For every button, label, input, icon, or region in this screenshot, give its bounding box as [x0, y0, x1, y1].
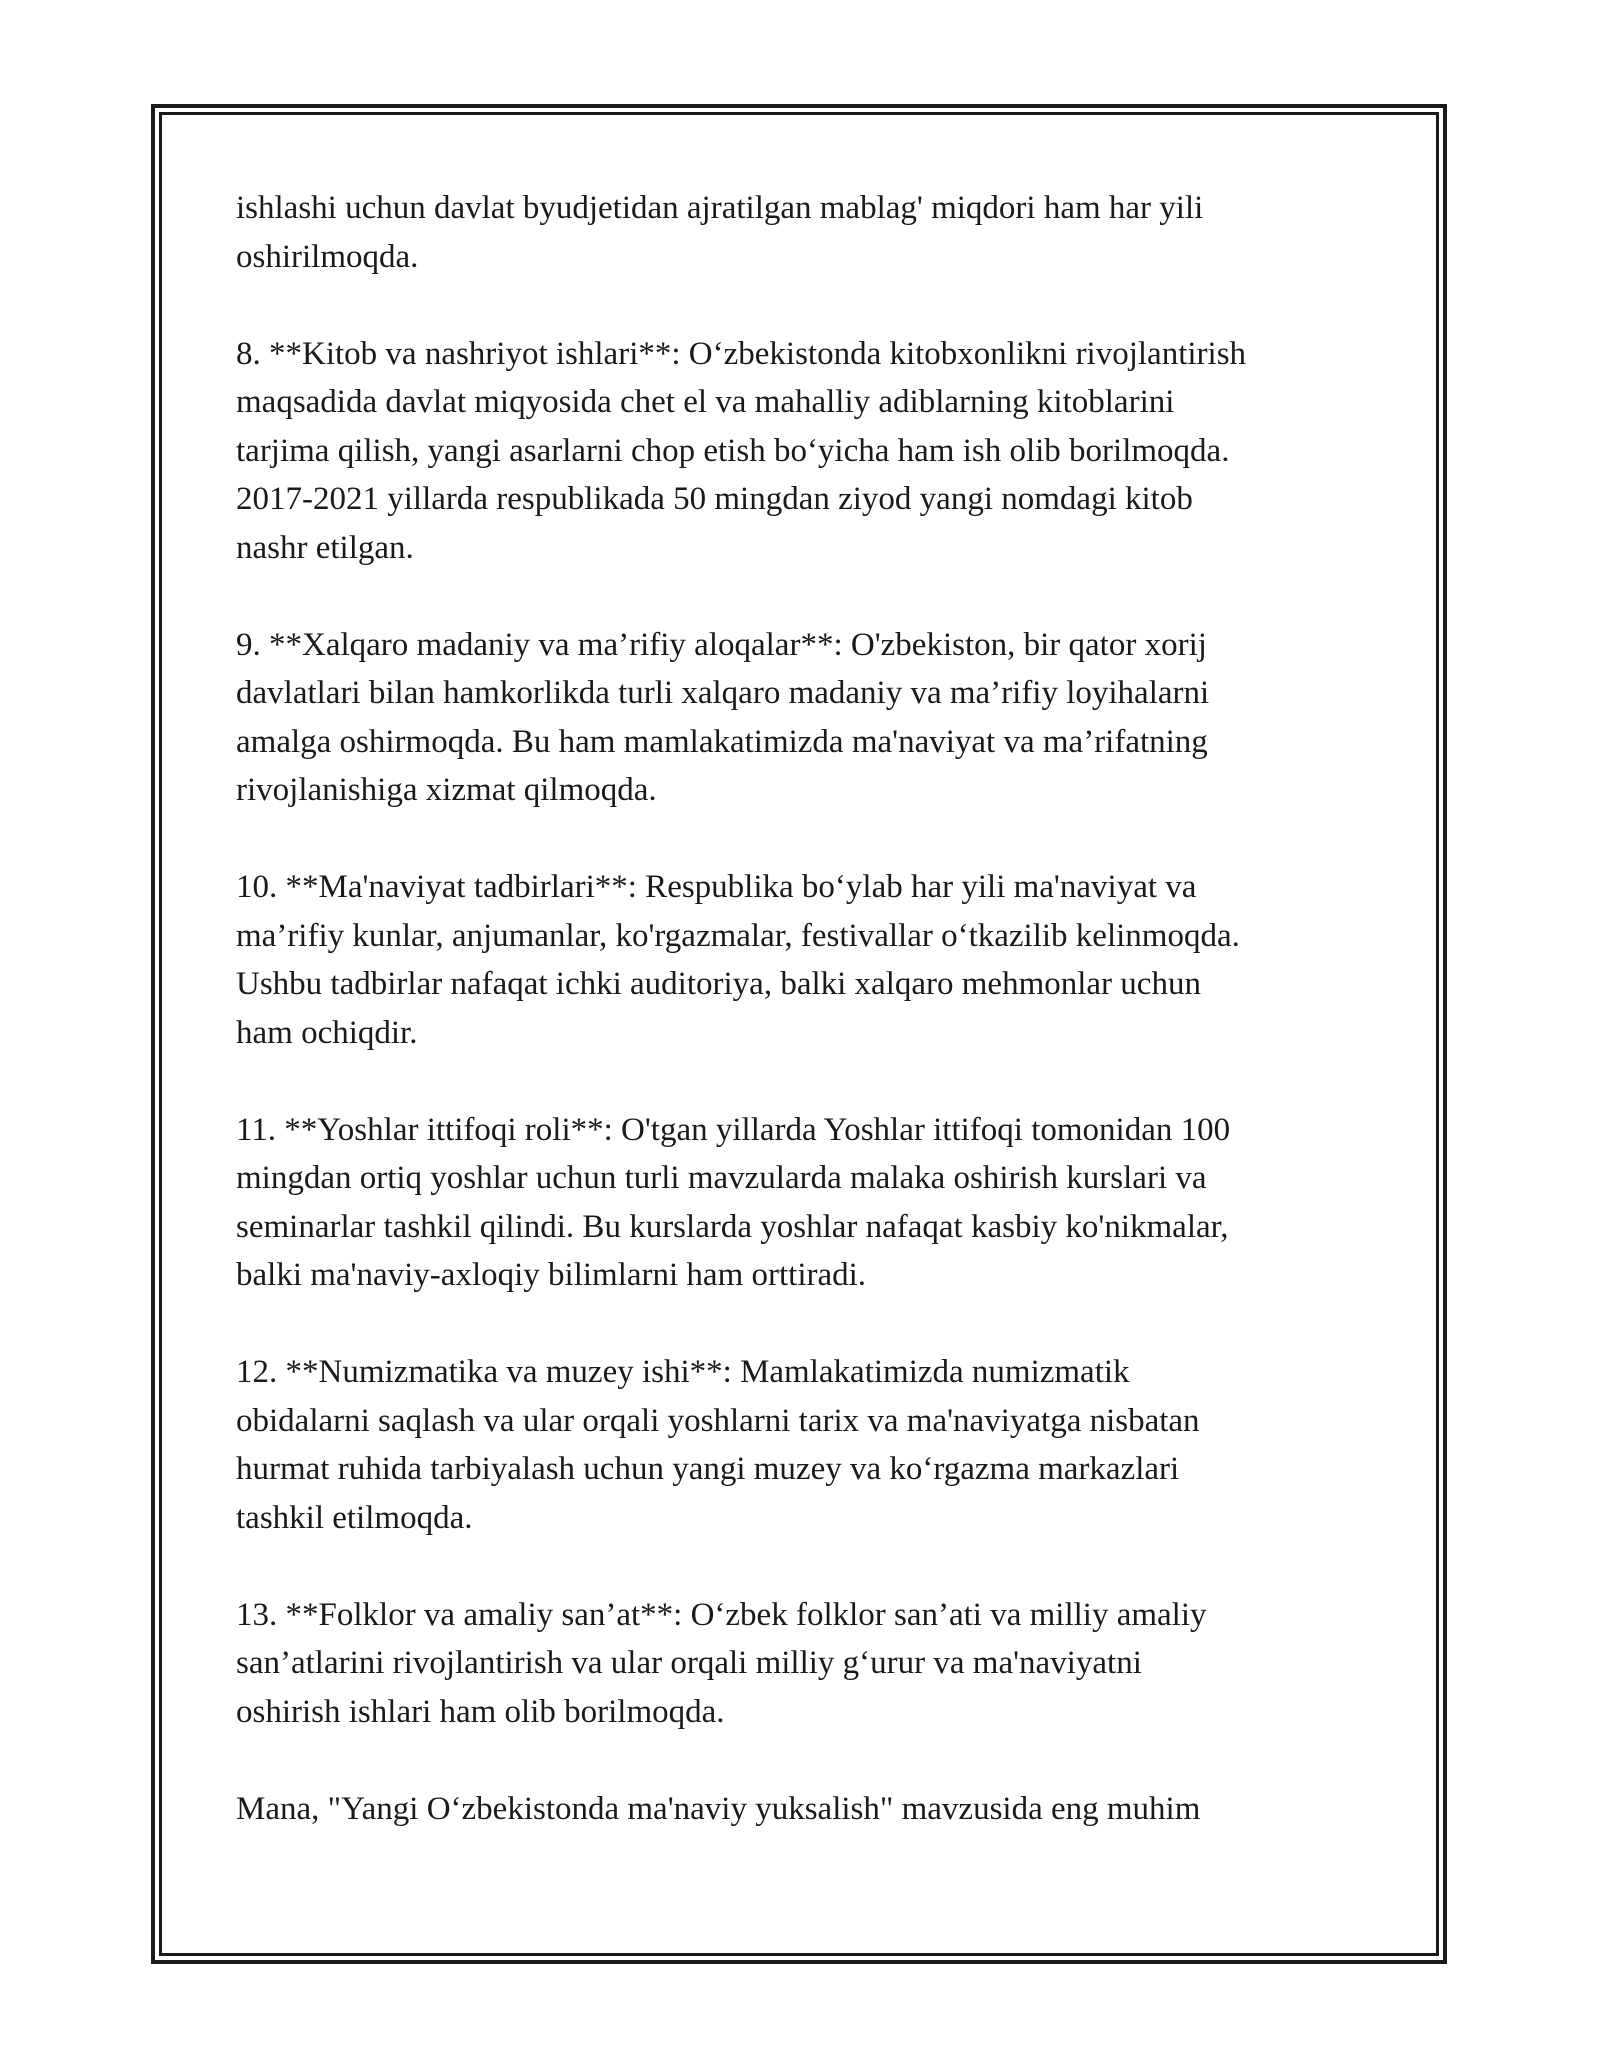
paragraph-item-12 — [236, 1348, 1376, 1542]
paragraph-intro-continuation — [236, 184, 1376, 281]
text-line: 12. **Numizmatika va muzey ishi**: Mamlakatimizda numizmatik — [236, 1354, 1130, 1390]
paragraph-item-10 — [236, 863, 1376, 1057]
text-line: oshirilmoqda. — [236, 238, 419, 275]
text-line: 13. **Folklor va amaliy san’at**: O‘zbek folklor san’ati va milliy amaliy — [236, 1596, 1207, 1633]
text-line: maqsadida davlat miqyosida chet el va mahalliy adiblarning kitoblarini — [236, 384, 1175, 420]
paragraph-item-8 — [236, 330, 1376, 573]
text-line: 10. **Ma'naviyat tadbirlari**: Respublika bo‘ylab har yili ma'naviyat va — [236, 869, 1197, 905]
text-line: nashr etilgan. — [236, 529, 414, 566]
paragraph-item-9 — [236, 621, 1376, 815]
text-line: Ushbu tadbirlar nafaqat ichki auditoriya, balki xalqaro mehmonlar uchun — [236, 966, 1201, 1002]
text-line: obidalarni saqlash va ular orqali yoshlarni tarix va ma'naviyatga nisbatan — [236, 1402, 1200, 1439]
text-line: 9. **Xalqaro madaniy va ma’rifiy aloqalar**: O'zbekiston, bir qator xorij — [236, 626, 1207, 663]
text-line: rivojlanishiga xizmat qilmoqda. — [236, 772, 657, 808]
text-line: tarjima qilish, yangi asarlarni chop etish bo‘yicha ham ish olib borilmoqda. — [236, 432, 1230, 469]
text-line: 2017-2021 yillarda respublikada 50 mingdan ziyod yangi nomdagi kitob — [236, 481, 1193, 517]
text-line: 8. **Kitob va nashriyot ishlari**: O‘zbekistonda kitobxonlikni rivojlantirish — [236, 335, 1247, 372]
text-line: oshirish ishlari ham olib borilmoqda. — [236, 1693, 725, 1730]
paragraph-item-13 — [236, 1591, 1376, 1737]
text-line: 11. **Yoshlar ittifoqi roli**: O'tgan yillarda Yoshlar ittifoqi tomonidan 100 — [236, 1111, 1231, 1148]
text-line: ham ochiqdir. — [236, 1014, 418, 1051]
text-line: davlatlari bilan hamkorlikda turli xalqaro madaniy va ma’rifiy loyihalarni — [236, 675, 1210, 711]
paragraph-item-11 — [236, 1106, 1376, 1300]
text-line: ishlashi uchun davlat byudjetidan ajratilgan mablag' miqdori ham har yili — [236, 190, 1204, 226]
text-line: tashkil etilmoqda. — [236, 1499, 473, 1536]
paragraph-conclusion — [236, 1785, 1376, 1834]
text-line: san’atlarini rivojlantirish va ular orqali milliy g‘urur va ma'naviyatni — [236, 1645, 1142, 1681]
text-line: Mana, "Yangi O‘zbekistonda ma'naviy yuksalish" mavzusida eng muhim — [236, 1790, 1201, 1827]
text-line: hurmat ruhida tarbiyalash uchun yangi muzey va ko‘rgazma markazlari — [236, 1451, 1180, 1487]
text-line: ma’rifiy kunlar, anjumanlar, ko'rgazmalar, festivallar o‘tkazilib kelinmoqda. — [236, 917, 1240, 954]
document-body — [236, 184, 1376, 1882]
text-line: seminarlar tashkil qilindi. Bu kurslarda yoshlar nafaqat kasbiy ko'nikmalar, — [236, 1208, 1229, 1245]
text-line: mingdan ortiq yoshlar uchun turli mavzularda malaka oshirish kurslari va — [236, 1160, 1207, 1196]
text-line: balki ma'naviy-axloqiy bilimlarni ham orttiradi. — [236, 1257, 867, 1293]
text-line: amalga oshirmoqda. Bu ham mamlakatimizda ma'naviyat va ma’rifatning — [236, 723, 1208, 760]
